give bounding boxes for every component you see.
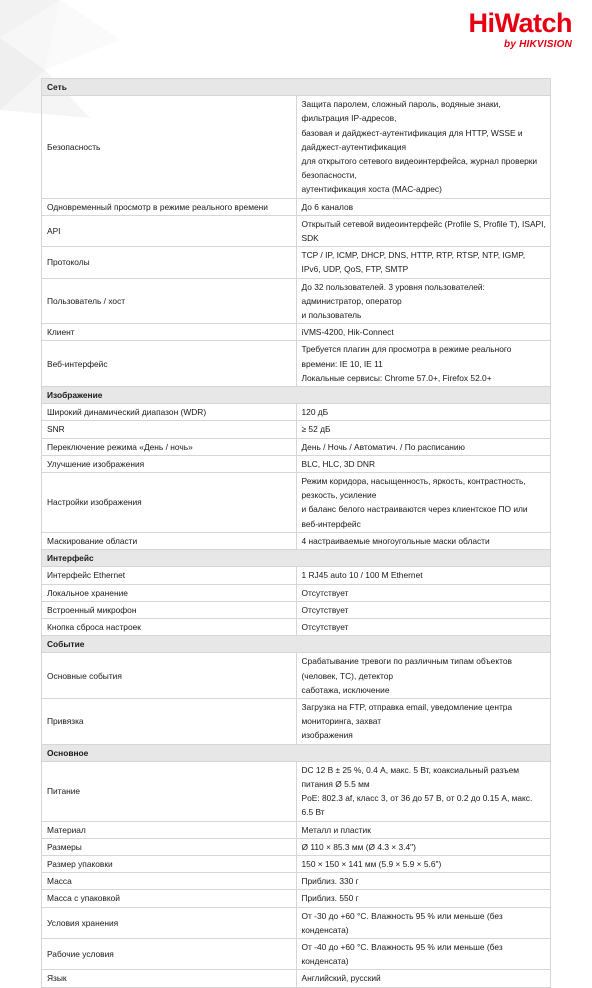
section-header-row (42, 636, 551, 653)
spec-row (42, 247, 551, 278)
section-title: Интерфейс (42, 550, 551, 567)
spec-value: Приблиз. 330 г (296, 873, 551, 890)
spec-label: SNR (42, 421, 297, 438)
spec-row (42, 855, 551, 872)
spec-value: До 32 пользователей. 3 уровня пользователей: администратор, оператор и пользователь (296, 278, 551, 324)
spec-row (42, 653, 551, 699)
spec-row (42, 421, 551, 438)
spec-value: Защита паролем, сложный пароль, водяные знаки, фильтрация IP-адресов, базовая и дайджест-аутентификация для HTTP, WSSE и дайджест-аутентификация для открытого сетевого видеоинтерфейса, журнал проверки безопасности, аутентификация хоста (MAC-адрес) (296, 96, 551, 198)
spec-row (42, 873, 551, 890)
spec-value: Приблиз. 550 г (296, 890, 551, 907)
spec-label: Интерфейс Ethernet (42, 567, 297, 584)
spec-row (42, 761, 551, 821)
section-title: Основное (42, 744, 551, 761)
spec-table (41, 78, 551, 988)
section-header-row (42, 550, 551, 567)
spec-value: Режим коридора, насыщенность, яркость, контрастность, резкость, усиление и баланс белого настраиваются через клиентское ПО или веб-интерфейс (296, 473, 551, 533)
spec-label: Веб-интерфейс (42, 341, 297, 387)
spec-label: Основные события (42, 653, 297, 699)
section-header-row (42, 79, 551, 96)
spec-row (42, 618, 551, 635)
spec-value: ≥ 52 дБ (296, 421, 551, 438)
spec-value: Отсутствует (296, 618, 551, 635)
spec-label: Протоколы (42, 247, 297, 278)
spec-label: Масса (42, 873, 297, 890)
spec-value: 150 × 150 × 141 мм (5.9 × 5.9 × 5.6") (296, 855, 551, 872)
spec-row (42, 532, 551, 549)
spec-value: 120 дБ (296, 404, 551, 421)
spec-value: Английский, русский (296, 970, 551, 987)
spec-value: TCP / IP, ICMP, DHCP, DNS, HTTP, RTP, RTSP, NTP, IGMP, IPv6, UDP, QoS, FTP, SMTP (296, 247, 551, 278)
spec-label: Встроенный микрофон (42, 601, 297, 618)
section-title: Событие (42, 636, 551, 653)
spec-label: Переключение режима «День / ночь» (42, 438, 297, 455)
spec-value: 1 RJ45 auto 10 / 100 M Ethernet (296, 567, 551, 584)
spec-row (42, 907, 551, 938)
spec-label: Маскирование области (42, 532, 297, 549)
spec-value: Требуется плагин для просмотра в режиме реального времени: IE 10, IE 11 Локальные сервисы: Chrome 57.0+, Firefox 52.0+ (296, 341, 551, 387)
spec-value: До 6 каналов (296, 198, 551, 215)
spec-row (42, 698, 551, 744)
spec-label: Безопасность (42, 96, 297, 198)
section-header-row (42, 744, 551, 761)
spec-value: Металл и пластик (296, 821, 551, 838)
section-title: Изображение (42, 387, 551, 404)
spec-value: Срабатывание тревоги по различным типам объектов (человек, ТС), детектор саботажа, исключение (296, 653, 551, 699)
spec-value: Загрузка на FTP, отправка email, уведомление центра мониторинга, захват изображения (296, 698, 551, 744)
spec-value: От -40 до +60 °С. Влажность 95 % или меньше (без конденсата) (296, 938, 551, 969)
section-title: Сеть (42, 79, 551, 96)
spec-label: Материал (42, 821, 297, 838)
spec-label: Широкий динамический диапазон (WDR) (42, 404, 297, 421)
spec-value: BLC, HLC, 3D DNR (296, 455, 551, 472)
spec-value: 4 настраиваемые многоугольные маски области (296, 532, 551, 549)
spec-label: Одновременный просмотр в режиме реального времени (42, 198, 297, 215)
spec-label: Масса с упаковкой (42, 890, 297, 907)
spec-label: API (42, 215, 297, 246)
spec-row (42, 567, 551, 584)
spec-value: Ø 110 × 85.3 мм (Ø 4.3 × 3.4") (296, 838, 551, 855)
page-header (0, 0, 592, 78)
spec-label: Кнопка сброса настроек (42, 618, 297, 635)
spec-row (42, 584, 551, 601)
spec-label: Улучшение изображения (42, 455, 297, 472)
spec-row (42, 324, 551, 341)
spec-label: Условия хранения (42, 907, 297, 938)
spec-label: Привязка (42, 698, 297, 744)
spec-label: Размеры (42, 838, 297, 855)
spec-row (42, 473, 551, 533)
spec-row (42, 838, 551, 855)
spec-row (42, 278, 551, 324)
spec-value: От -30 до +60 °С. Влажность 95 % или меньше (без конденсата) (296, 907, 551, 938)
section-header-row (42, 387, 551, 404)
spec-label: Пользователь / хост (42, 278, 297, 324)
spec-row (42, 938, 551, 969)
spec-label: Настройки изображения (42, 473, 297, 533)
spec-row (42, 198, 551, 215)
spec-row (42, 215, 551, 246)
spec-row (42, 970, 551, 987)
spec-value: iVMS-4200, Hik-Connect (296, 324, 551, 341)
spec-value: Отсутствует (296, 601, 551, 618)
spec-label: Локальное хранение (42, 584, 297, 601)
spec-label: Размер упаковки (42, 855, 297, 872)
spec-row (42, 890, 551, 907)
spec-label: Клиент (42, 324, 297, 341)
spec-value: Отсутствует (296, 584, 551, 601)
spec-row (42, 404, 551, 421)
spec-row (42, 601, 551, 618)
hiwatch-logo: HiWatch by HIKVISION (468, 8, 572, 50)
spec-value: DC 12 В ± 25 %, 0.4 А, макс. 5 Вт, коаксиальный разъем питания Ø 5.5 мм PoE: 802.3 af, класс 3, от 36 до 57 В, от 0.2 до 0.15 А, макс. 6.5 Вт (296, 761, 551, 821)
spec-row (42, 455, 551, 472)
spec-label: Питание (42, 761, 297, 821)
spec-row (42, 96, 551, 198)
spec-row (42, 821, 551, 838)
spec-row (42, 341, 551, 387)
spec-value: Открытый сетевой видеоинтерфейс (Profile S, Profile T), ISAPI, SDK (296, 215, 551, 246)
spec-value: День / Ночь / Автоматич. / По расписанию (296, 438, 551, 455)
spec-row (42, 438, 551, 455)
spec-label: Язык (42, 970, 297, 987)
spec-label: Рабочие условия (42, 938, 297, 969)
